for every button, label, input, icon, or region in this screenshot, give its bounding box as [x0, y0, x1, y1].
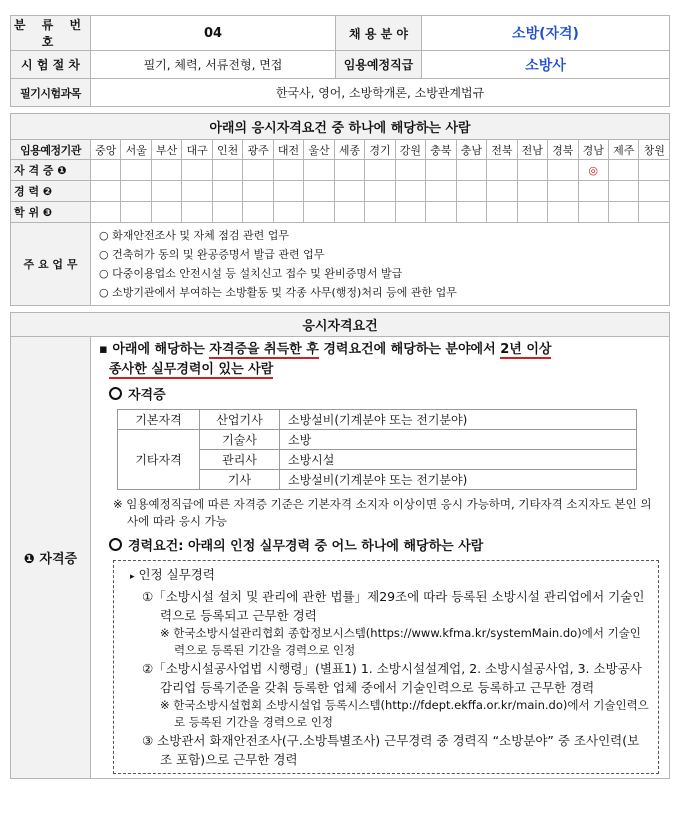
region-mark-cell — [608, 202, 638, 223]
region-mark-cell — [608, 181, 638, 202]
region-mark-cell — [91, 202, 121, 223]
field-value: 소방(자격) — [422, 16, 670, 51]
region-mark-cell — [212, 202, 242, 223]
duty-item: ○ 소방기관에서 부여하는 소방활동 및 각종 사무(행정)처리 등에 관한 업무 — [99, 286, 457, 299]
region-mark-cell — [151, 202, 181, 223]
cert-name: 소방 — [280, 430, 637, 450]
header-table — [10, 15, 670, 107]
region-header-cell: 충북 — [426, 140, 456, 160]
region-mark-cell — [395, 160, 425, 181]
cert-type: 관리사 — [200, 450, 280, 470]
region-mark-cell — [578, 202, 608, 223]
region-mark-cell — [487, 160, 517, 181]
region-mark-cell — [91, 160, 121, 181]
region-mark-cell — [334, 202, 364, 223]
lead-text: ▪ 아래에 해당하는 자격증을 취득한 후 경력요건에 해당하는 분야에서 2년 이상 종사한 실무경력이 있는 사람 — [99, 342, 552, 377]
region-mark-cell — [304, 202, 334, 223]
region-mark-cell — [426, 160, 456, 181]
circle-icon — [109, 538, 122, 551]
duty-item: ○ 다중이용업소 안전시설 등 설치신고 접수 및 완비증명서 발급 — [99, 267, 403, 280]
region-mark-cell — [121, 181, 151, 202]
region-header-cell: 세종 — [334, 140, 364, 160]
region-header-cell: 중앙 — [91, 140, 121, 160]
region-header-cell: 경남 — [578, 140, 608, 160]
position-label: 임용예정직급 — [336, 51, 422, 79]
region-header-cell: 경북 — [548, 140, 578, 160]
region-mark-cell — [304, 181, 334, 202]
region-mark-cell — [273, 160, 303, 181]
career-box-title: ▸ 인정 실무경력 — [130, 567, 215, 582]
qualification-row-label: ❶ 자격증 — [11, 337, 91, 779]
region-header-cell: 제주 — [608, 140, 638, 160]
region-mark-cell — [334, 181, 364, 202]
region-mark-cell — [243, 181, 273, 202]
region-mark-cell — [182, 160, 212, 181]
region-mark-cell — [456, 202, 486, 223]
subjects-label: 필기시험과목 — [11, 79, 91, 107]
region-label: 임용예정기관 — [11, 140, 91, 160]
duties-list — [91, 223, 670, 306]
region-row — [11, 160, 670, 181]
cert-group: 기타자격 — [118, 430, 200, 490]
career-item: ①「소방시설 설치 및 관리에 관한 법률」제29조에 따라 등록된 소방시설 관리업에서 기술인력으로 등록되고 근무한 경력 — [142, 589, 645, 623]
classno-value: 04 — [91, 16, 336, 51]
position-value: 소방사 — [422, 51, 670, 79]
cert-type: 산업기사 — [200, 410, 280, 430]
duties-label: 주 요 업 무 — [11, 223, 91, 306]
qualification-content — [91, 337, 670, 779]
cert-group: 기본자격 — [118, 410, 200, 430]
region-mark-cell — [548, 181, 578, 202]
region-mark-cell — [212, 160, 242, 181]
region-mark-cell — [608, 160, 638, 181]
cert-table — [117, 409, 637, 490]
duty-item: ○ 화재안전조사 및 자체 점검 관련 업무 — [99, 229, 289, 242]
region-header-cell: 경기 — [365, 140, 395, 160]
row-label-cert: 자 격 증 ❶ — [11, 160, 91, 181]
region-mark-cell — [365, 160, 395, 181]
row-label-career: 경 력 ❷ — [11, 181, 91, 202]
region-mark-cell — [243, 160, 273, 181]
region-mark-cell — [121, 202, 151, 223]
region-mark-cell — [548, 202, 578, 223]
region-header-cell: 충남 — [456, 140, 486, 160]
career-note: ※ 한국소방시설관리협회 종합정보시스템(https://www.kfma.kr/systemMain.do)에서 기술인력으로 등록된 기간을 경력으로 인정 — [160, 626, 641, 657]
classno-label: 분 류 번 호 — [11, 16, 91, 51]
region-mark-cell — [426, 202, 456, 223]
region-header-cell: 부산 — [151, 140, 181, 160]
circle-icon — [109, 387, 122, 400]
region-mark-cell — [548, 160, 578, 181]
procedure-value: 필기, 체력, 서류전형, 면접 — [91, 51, 336, 79]
region-row — [11, 202, 670, 223]
region-mark-cell — [639, 160, 670, 181]
cert-name: 소방시설 — [280, 450, 637, 470]
region-mark-cell — [182, 202, 212, 223]
region-mark-cell — [121, 160, 151, 181]
region-header-cell: 대전 — [273, 140, 303, 160]
region-mark-cell — [517, 202, 547, 223]
region-mark-cell — [273, 181, 303, 202]
region-mark-cell — [182, 181, 212, 202]
region-mark-cell — [91, 181, 121, 202]
region-mark-cell — [395, 202, 425, 223]
region-header-cell: 광주 — [243, 140, 273, 160]
region-header-cell: 울산 — [304, 140, 334, 160]
career-item: ②「소방시설공사업법 시행령」(별표1) 1. 소방시설설계업, 2. 소방시설공사업, 3. 소방공사감리업 등록기준을 갖춰 등록한 업체 중에서 기술인력으로 등록하고 근무한 경력 — [142, 661, 642, 695]
region-row — [11, 181, 670, 202]
career-item: ③ 소방관서 화재안전조사(구.소방특별조사) 근무경력 중 경력직 “소방분야” 중 조사인력(보조 포함)으로 근무한 경력 — [142, 733, 640, 767]
region-mark-cell — [243, 202, 273, 223]
region-header-cell: 창원 — [639, 140, 670, 160]
requirements-title: 아래의 응시자격요건 중 하나에 해당하는 사람 — [11, 114, 670, 140]
region-mark-cell — [365, 181, 395, 202]
region-mark-cell — [273, 202, 303, 223]
region-header-cell: 서울 — [121, 140, 151, 160]
career-box — [113, 560, 659, 774]
career-heading: 경력요건: 아래의 인정 실무경력 중 어느 하나에 해당하는 사람 — [109, 538, 659, 556]
cert-name: 소방설비(기계분야 또는 전기분야) — [280, 410, 637, 430]
region-mark-cell — [456, 181, 486, 202]
region-mark-cell — [487, 202, 517, 223]
region-mark-cell — [639, 202, 670, 223]
region-mark-cell — [426, 181, 456, 202]
duty-item: ○ 건축허가 동의 및 완공증명서 발급 관련 업무 — [99, 248, 325, 261]
region-mark-cell — [456, 160, 486, 181]
row-label-degree: 학 위 ❸ — [11, 202, 91, 223]
qualification-title: 응시자격요건 — [11, 313, 670, 337]
field-label: 채 용 분 야 — [336, 16, 422, 51]
region-header-cell: 전북 — [487, 140, 517, 160]
region-mark-cell — [578, 181, 608, 202]
cert-type: 기술사 — [200, 430, 280, 450]
region-mark-cell — [639, 181, 670, 202]
region-mark-cell — [151, 181, 181, 202]
region-table — [10, 113, 670, 306]
cert-note: ※ 임용예정직급에 따른 자격증 기준은 기본자격 소지자 이상이면 응시 가능하며, 기타자격 소지자도 본인 의사에 따라 응시 가능 — [113, 497, 652, 528]
region-mark-cell — [365, 202, 395, 223]
cert-type: 기사 — [200, 470, 280, 490]
region-mark-cell — [517, 181, 547, 202]
region-mark-cell: ◎ — [578, 160, 608, 181]
region-header-cell: 인천 — [212, 140, 242, 160]
region-mark-cell — [517, 160, 547, 181]
subjects-value: 한국사, 영어, 소방학개론, 소방관계법규 — [91, 79, 670, 107]
procedure-label: 시 험 절 차 — [11, 51, 91, 79]
region-mark-cell — [304, 160, 334, 181]
region-header-cell: 강원 — [395, 140, 425, 160]
recruitment-document — [10, 15, 670, 779]
triangle-icon: ▸ — [130, 572, 135, 582]
cert-name: 소방설비(기계분야 또는 전기분야) — [280, 470, 637, 490]
region-mark-cell — [334, 160, 364, 181]
region-header-cell: 대구 — [182, 140, 212, 160]
region-mark-cell — [487, 181, 517, 202]
region-mark-cell — [151, 160, 181, 181]
career-note: ※ 한국소방시설협회 소방시설업 등록시스템(http://fdept.ekffa.or.kr/main.do)에서 기술인력으로 등록된 기간을 경력으로 인정 — [160, 698, 649, 729]
region-mark-cell — [212, 181, 242, 202]
cert-heading: 자격증 — [109, 387, 659, 405]
region-header-cell: 전남 — [517, 140, 547, 160]
region-mark-cell — [395, 181, 425, 202]
qualification-table — [10, 312, 670, 779]
